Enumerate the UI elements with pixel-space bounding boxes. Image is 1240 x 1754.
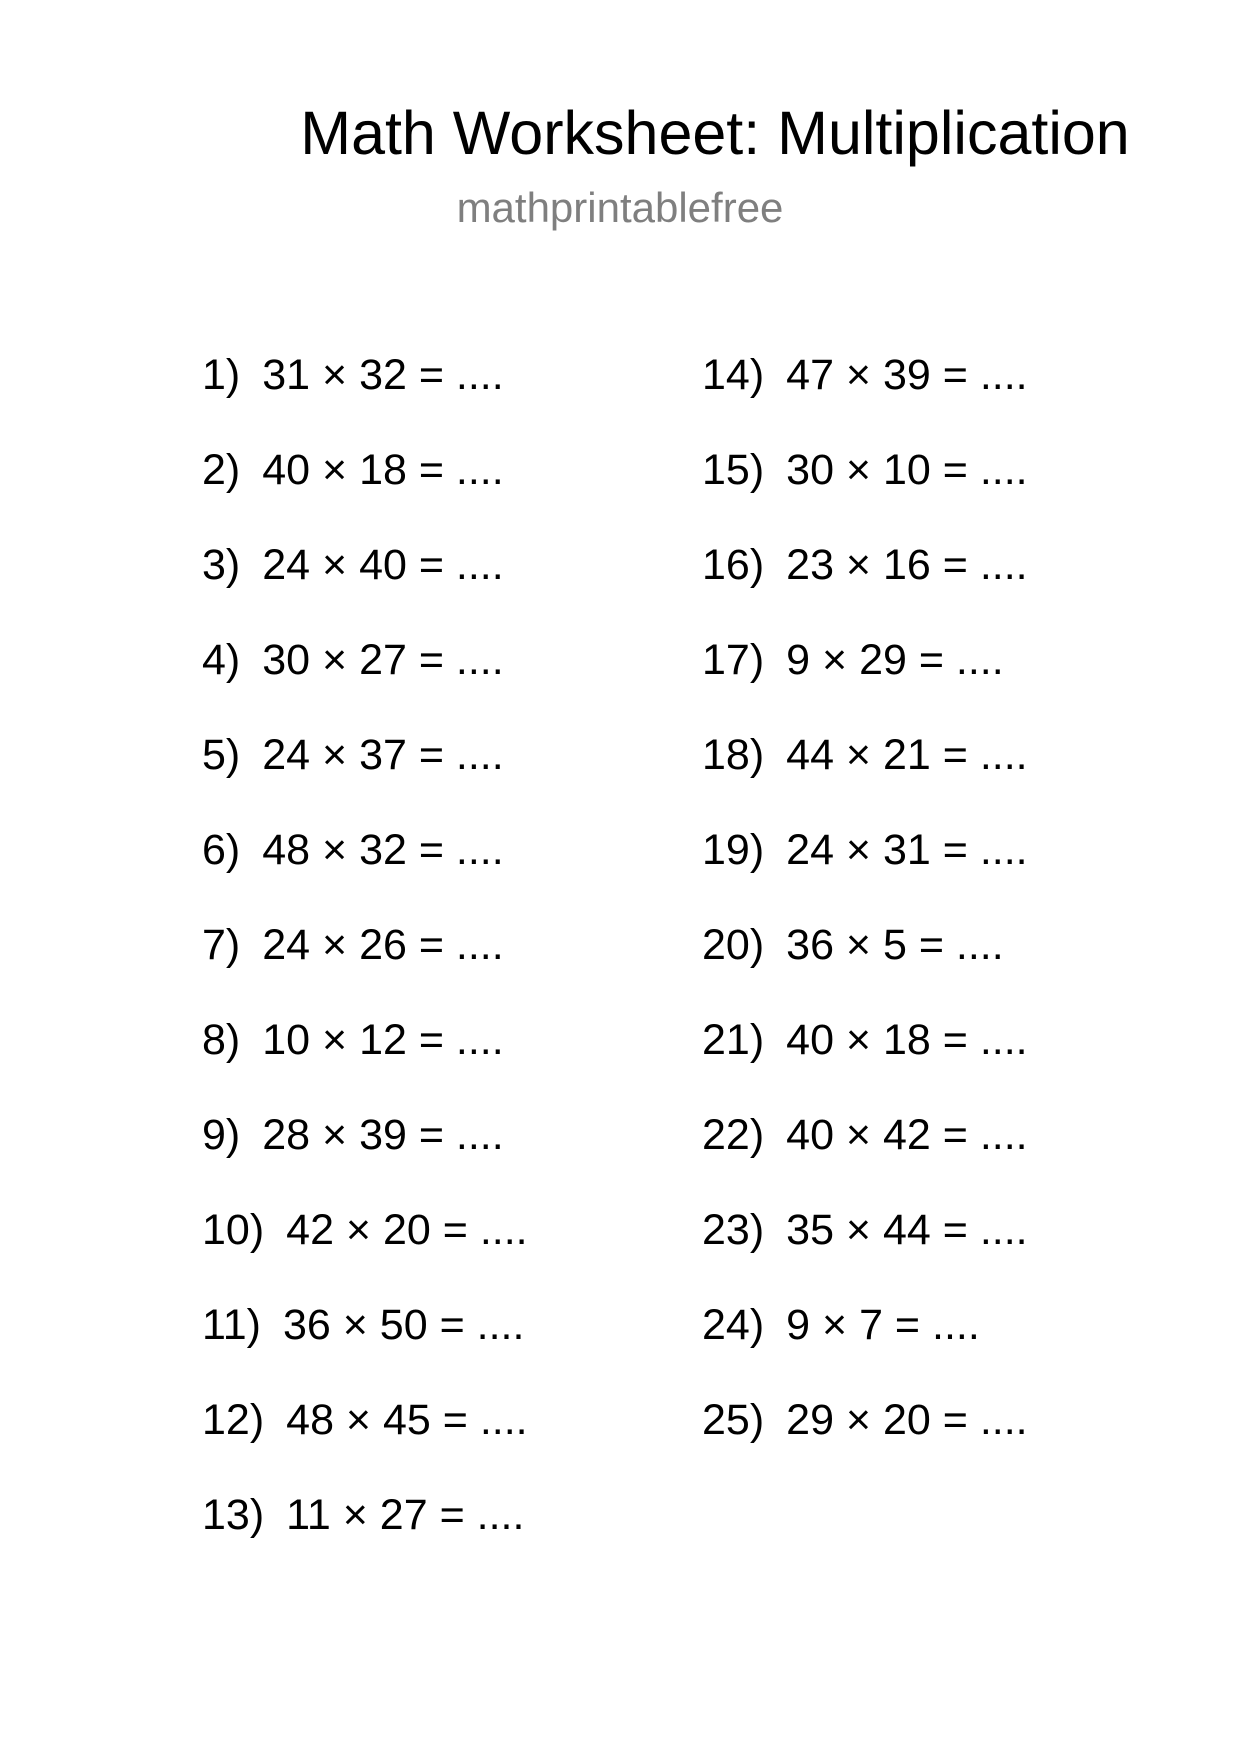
problem-number: 3) xyxy=(202,541,241,589)
problem-number: 6) xyxy=(202,826,241,874)
problem-number: 13) xyxy=(202,1491,265,1539)
problem-item xyxy=(202,919,528,1014)
problem-item xyxy=(702,1394,1028,1489)
page-subtitle: mathprintablefree xyxy=(456,184,784,231)
problem-list-left xyxy=(202,349,528,1584)
problem-item xyxy=(202,539,528,634)
problem-expression: 28 × 39 = .... xyxy=(262,1111,504,1159)
problem-item xyxy=(702,349,1028,444)
problem-item xyxy=(202,729,528,824)
problem-number: 20) xyxy=(702,921,765,969)
problem-item xyxy=(702,919,1028,1014)
problem-item xyxy=(202,1394,528,1489)
problem-item xyxy=(702,729,1028,824)
problem-number: 22) xyxy=(702,1111,765,1159)
problem-expression: 35 × 44 = .... xyxy=(786,1206,1028,1254)
problem-expression: 29 × 20 = .... xyxy=(786,1396,1028,1444)
problem-expression: 40 × 42 = .... xyxy=(786,1111,1028,1159)
problem-expression: 48 × 32 = .... xyxy=(262,826,504,874)
problem-expression: 48 × 45 = .... xyxy=(286,1396,528,1444)
problem-item xyxy=(202,824,528,919)
problem-expression: 11 × 27 = .... xyxy=(286,1491,525,1539)
problem-number: 16) xyxy=(702,541,765,589)
problem-expression: 40 × 18 = .... xyxy=(262,446,504,494)
problem-number: 8) xyxy=(202,1016,241,1064)
problem-item xyxy=(702,444,1028,539)
problem-item xyxy=(202,444,528,539)
problem-item xyxy=(702,634,1028,729)
problem-expression: 42 × 20 = .... xyxy=(286,1206,528,1254)
problem-item xyxy=(202,1489,528,1584)
problem-number: 17) xyxy=(702,636,765,684)
problem-number: 2) xyxy=(202,446,241,494)
problem-expression: 9 × 29 = .... xyxy=(786,636,1004,684)
problem-expression: 47 × 39 = .... xyxy=(786,351,1028,399)
problem-expression: 36 × 50 = .... xyxy=(282,1301,525,1349)
problem-number: 21) xyxy=(702,1016,765,1064)
problem-item xyxy=(202,1204,528,1299)
problem-number: 11) xyxy=(202,1301,261,1349)
problem-expression: 30 × 10 = .... xyxy=(786,446,1028,494)
problem-expression: 30 × 27 = .... xyxy=(262,636,504,684)
problem-item xyxy=(202,1109,528,1204)
problem-number: 10) xyxy=(202,1206,265,1254)
problem-number: 15) xyxy=(702,446,765,494)
problem-expression: 24 × 37 = .... xyxy=(262,731,504,779)
problem-expression: 23 × 16 = .... xyxy=(786,541,1028,589)
problem-item xyxy=(702,1014,1028,1109)
problem-number: 19) xyxy=(702,826,765,874)
problem-expression: 44 × 21 = .... xyxy=(786,731,1028,779)
problem-number: 25) xyxy=(702,1396,765,1444)
problem-number: 12) xyxy=(202,1396,265,1444)
page-title: Math Worksheet: Multiplication xyxy=(300,99,1130,167)
problem-expression: 10 × 12 = .... xyxy=(262,1016,504,1064)
problem-number: 4) xyxy=(202,636,241,684)
problem-number: 23) xyxy=(702,1206,765,1254)
problem-expression: 24 × 31 = .... xyxy=(786,826,1028,874)
problem-item xyxy=(202,634,528,729)
problem-item xyxy=(702,1204,1028,1299)
problem-number: 18) xyxy=(702,731,765,779)
problem-list-right xyxy=(702,349,1028,1489)
problem-item xyxy=(202,349,528,444)
problem-expression: 40 × 18 = .... xyxy=(786,1016,1028,1064)
problem-expression: 24 × 40 = .... xyxy=(262,541,504,589)
problem-number: 14) xyxy=(702,351,765,399)
problem-expression: 36 × 5 = .... xyxy=(786,921,1004,969)
problem-expression: 31 × 32 = .... xyxy=(262,351,504,399)
problem-number: 7) xyxy=(202,921,241,969)
problem-number: 5) xyxy=(202,731,241,779)
problem-item xyxy=(702,824,1028,919)
problem-item xyxy=(702,1109,1028,1204)
problem-item xyxy=(202,1299,528,1394)
problem-number: 1) xyxy=(202,351,241,399)
problem-number: 9) xyxy=(202,1111,241,1159)
problem-item xyxy=(702,539,1028,634)
problem-item xyxy=(702,1299,1028,1394)
problem-expression: 9 × 7 = .... xyxy=(786,1301,980,1349)
problem-item xyxy=(202,1014,528,1109)
problem-expression: 24 × 26 = .... xyxy=(262,921,504,969)
problem-number: 24) xyxy=(702,1301,765,1349)
